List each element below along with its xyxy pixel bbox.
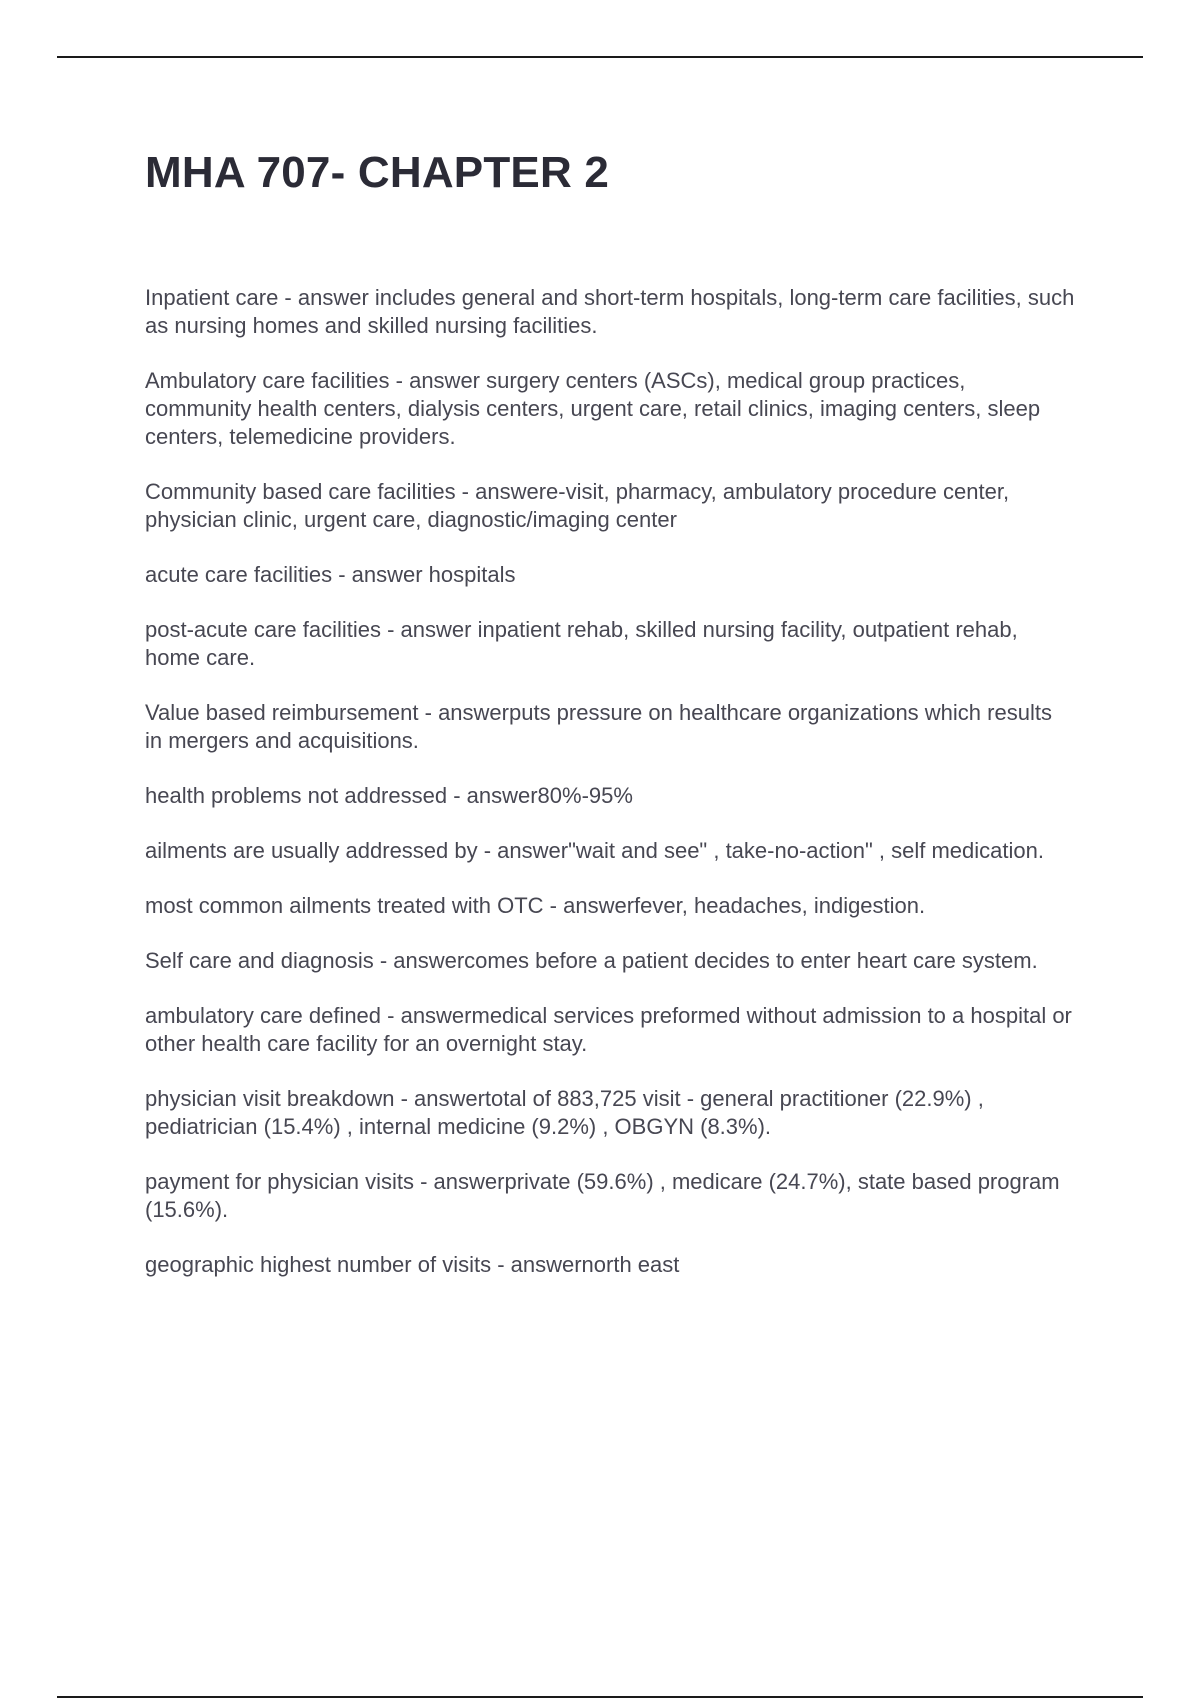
top-divider <box>57 56 1143 58</box>
flashcard-entry: Ambulatory care facilities - answer surgery centers (ASCs), medical group practices, community health centers, dialysis centers, urgent care, retail clinics, imaging centers, sleep centers, telemedicine providers. <box>145 368 1041 449</box>
flashcard-entry: ambulatory care defined - answermedical services preformed without admission to a hospital or other health care facility for an overnight stay. <box>145 1003 1072 1056</box>
flashcard-entry: Value based reimbursement - answerputs pressure on healthcare organizations which results in mergers and acquisitions. <box>145 700 1052 753</box>
flashcard-entry: Inpatient care - answer includes general and short-term hospitals, long-term care facilities, such as nursing homes and skilled nursing facilities. <box>145 285 1075 338</box>
flashcard-entry: post-acute care facilities - answer inpatient rehab, skilled nursing facility, outpatient rehab, home care. <box>145 617 1018 670</box>
flashcard-entry: payment for physician visits - answerprivate (59.6%) , medicare (24.7%), state based program (15.6%). <box>145 1169 1060 1222</box>
flashcard-entry: ailments are usually addressed by - answer"wait and see" , take-no-action" , self medication. <box>145 838 1044 863</box>
flashcard-entry: Community based care facilities - answere-visit, pharmacy, ambulatory procedure center, physician clinic, urgent care, diagnostic/imaging center <box>145 479 1010 532</box>
flashcard-entry: health problems not addressed - answer80%-95% <box>145 783 633 808</box>
bottom-divider <box>57 1696 1143 1698</box>
flashcard-entry: Self care and diagnosis - answercomes before a patient decides to enter heart care system. <box>145 948 1038 973</box>
flashcard-entry: acute care facilities - answer hospitals <box>145 562 516 587</box>
flashcard-entry: geographic highest number of visits - answernorth east <box>145 1252 680 1277</box>
flashcard-entry: physician visit breakdown - answertotal of 883,725 visit - general practitioner (22.9%) , pediatrician (15.4%) , internal medicine (9.2%) , OBGYN (8.3%). <box>145 1086 984 1139</box>
flashcard-list <box>145 284 1075 1306</box>
page-title: MHA 707- CHAPTER 2 <box>145 148 610 197</box>
flashcard-entry: most common ailments treated with OTC - answerfever, headaches, indigestion. <box>145 893 926 918</box>
